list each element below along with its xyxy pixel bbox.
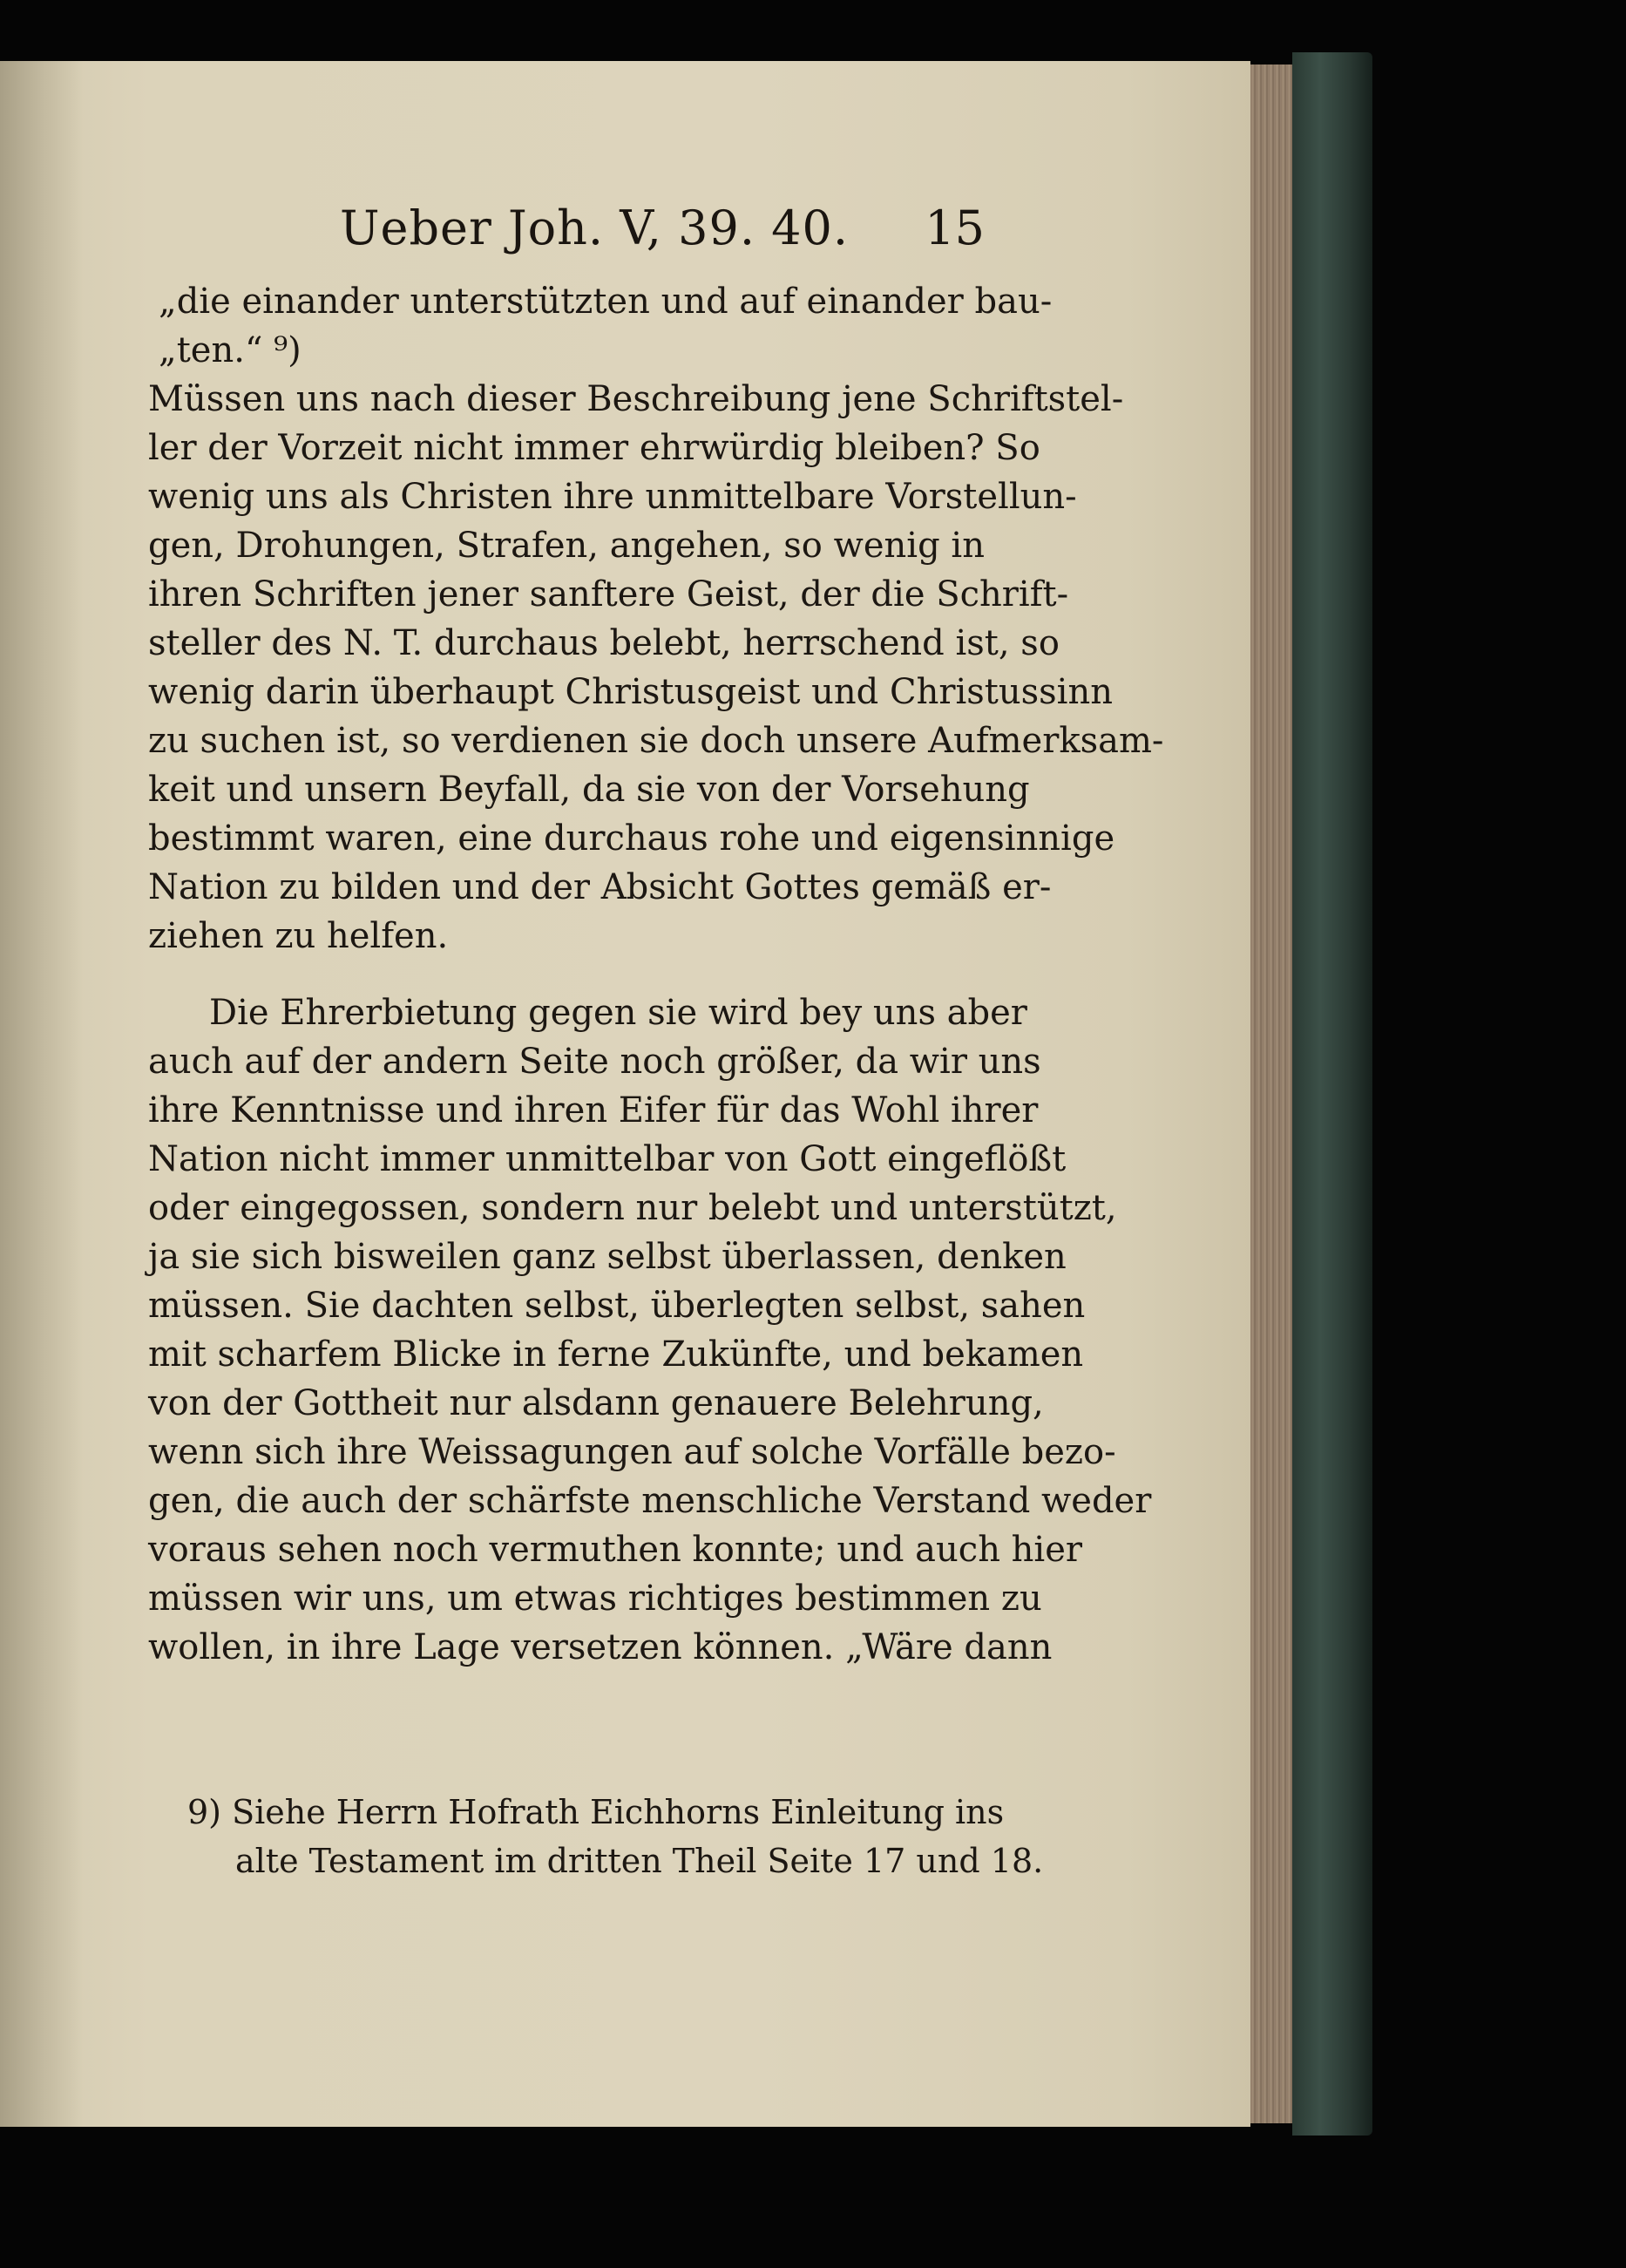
paragraph bbox=[148, 375, 1164, 961]
text-line: ja sie sich bisweilen ganz selbst überlassen, denken bbox=[148, 1237, 1067, 1277]
paragraph-gap bbox=[148, 961, 985, 988]
text-line: wenig darin überhaupt Christusgeist und Christussinn bbox=[148, 672, 1113, 712]
footnote-line: 9) Siehe Herrn Hofrath Eichhorns Einleitung ins bbox=[187, 1793, 1005, 1831]
quote-block bbox=[148, 277, 1053, 375]
text-line: ziehen zu helfen. bbox=[148, 916, 449, 956]
text-line: mit scharfem Blicke in ferne Zukünfte, und bekamen bbox=[148, 1334, 1084, 1375]
footnote bbox=[187, 1789, 1044, 1886]
text-line: müssen wir uns, um etwas richtiges bestimmen zu bbox=[148, 1579, 1042, 1619]
text-line: Nation zu bilden und der Absicht Gottes gemäß er- bbox=[148, 867, 1052, 907]
page-number: 15 bbox=[925, 200, 985, 255]
running-head bbox=[340, 200, 985, 261]
paragraph bbox=[148, 988, 1152, 1672]
text-line: müssen. Sie dachten selbst, überlegten selbst, sahen bbox=[148, 1286, 1086, 1326]
text-line: gen, Drohungen, Strafen, angehen, so wenig in bbox=[148, 526, 985, 566]
text-line: von der Gottheit nur alsdann genauere Belehrung, bbox=[148, 1383, 1044, 1423]
text-line: wenig uns als Christen ihre unmittelbare Vorstellun- bbox=[148, 477, 1077, 517]
text-line: Müssen uns nach dieser Beschreibung jene Schriftstel- bbox=[148, 379, 1124, 419]
page-edges bbox=[1244, 65, 1292, 2123]
body-text bbox=[148, 277, 1164, 1672]
text-line: wenn sich ihre Weissagungen auf solche Vorfälle bezo- bbox=[148, 1432, 1116, 1472]
text-line: steller des N. T. durchaus belebt, herrschend ist, so bbox=[148, 623, 1060, 663]
footnote-line: alte Testament im dritten Theil Seite 17 und 18. bbox=[235, 1842, 1044, 1880]
running-title: Ueber Joh. V, 39. 40. bbox=[340, 200, 850, 255]
text-line: Nation nicht immer unmittelbar von Gott eingeflößt bbox=[148, 1139, 1067, 1179]
text-line: „die einander unterstützten und auf einander bau- bbox=[159, 282, 1053, 322]
text-line: zu suchen ist, so verdienen sie doch unsere Aufmerksam- bbox=[148, 721, 1164, 761]
text-line: ler der Vorzeit nicht immer ehrwürdig bleiben? So bbox=[148, 428, 1040, 468]
book-cover bbox=[1292, 52, 1372, 2136]
text-line: auch auf der andern Seite noch größer, da wir uns bbox=[148, 1042, 1041, 1082]
text-line: voraus sehen noch vermuthen konnte; und auch hier bbox=[148, 1530, 1083, 1570]
text-line: Die Ehrerbietung gegen sie wird bey uns aber bbox=[209, 993, 1027, 1033]
page-gutter-shadow bbox=[0, 61, 83, 2127]
text-line: keit und unsern Beyfall, da sie von der Vorsehung bbox=[148, 770, 1030, 810]
text-line: ihre Kenntnisse und ihren Eifer für das Wohl ihrer bbox=[148, 1090, 1039, 1131]
text-line: gen, die auch der schärfste menschliche Verstand weder bbox=[148, 1481, 1152, 1521]
text-line: ihren Schriften jener sanftere Geist, der die Schrift- bbox=[148, 574, 1069, 615]
text-line: wollen, in ihre Lage versetzen können. „Wäre dann bbox=[148, 1627, 1053, 1667]
text-line: bestimmt waren, eine durchaus rohe und eigensinnige bbox=[148, 818, 1115, 859]
text-line: oder eingegossen, sondern nur belebt und unterstützt, bbox=[148, 1188, 1117, 1228]
text-line: „ten.“ ⁹) bbox=[159, 330, 301, 370]
